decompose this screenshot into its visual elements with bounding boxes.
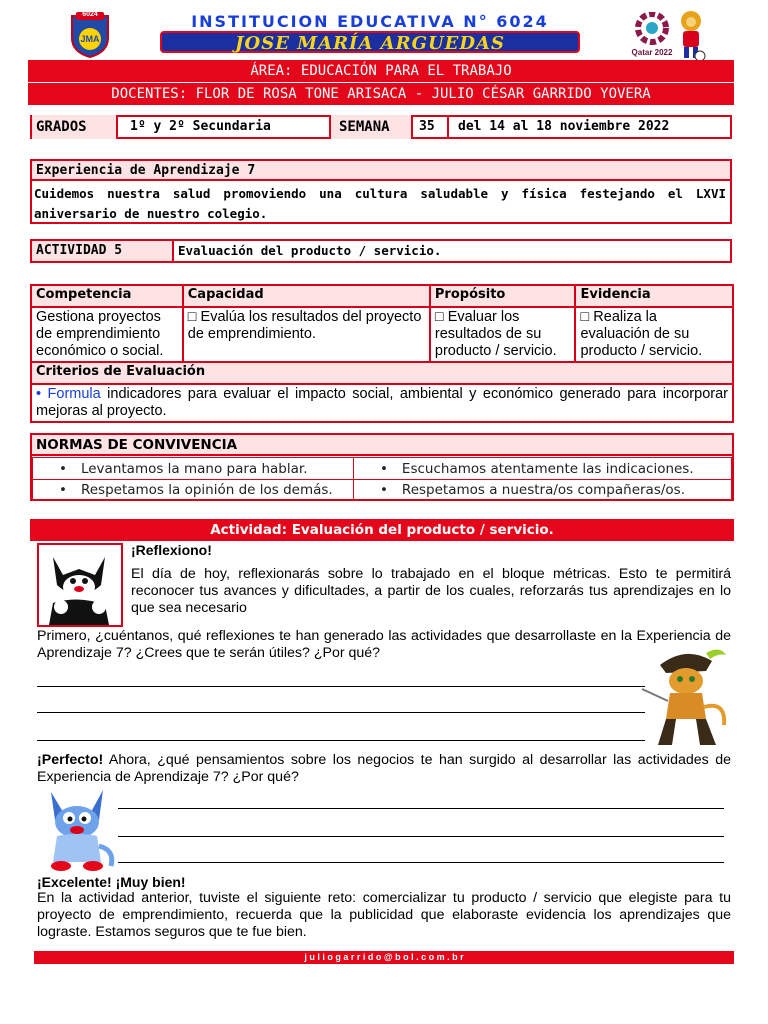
criterios-body: indicadores para evaluar el impacto social, ambiental y económico generado para incorporar mejoras al proyecto. <box>36 386 728 419</box>
cat-with-sword-icon <box>640 645 732 749</box>
cat-illustration-icon <box>37 543 123 627</box>
criterios-lead: • Formula <box>36 386 101 402</box>
answer-line[interactable] <box>118 862 724 863</box>
logo-text: JMA <box>80 34 100 44</box>
actividad-label: ACTIVIDAD 5 <box>32 241 174 261</box>
bullet-icon: • <box>379 481 388 498</box>
norma-item: • Levantamos la mano para hablar. <box>33 458 354 480</box>
bullet-icon: • <box>379 460 388 477</box>
bullet-icon: • <box>59 481 67 498</box>
excelente-title: ¡Excelente! ¡Muy bien! <box>37 874 186 890</box>
date-range: del 14 al 18 noviembre 2022 <box>458 119 670 134</box>
answer-line[interactable] <box>37 740 645 741</box>
proposito-text: Evaluar los resultados de su producto / servicio. <box>434 309 557 359</box>
blue-cat-illustration-icon <box>37 786 117 874</box>
school-name: JOSE MARÍA ARGUEDAS <box>160 31 580 53</box>
reflexiono-title: ¡Reflexiono! <box>131 542 212 558</box>
header-competencia: Competencia <box>31 285 183 307</box>
answer-line[interactable] <box>118 836 724 837</box>
answer-line[interactable] <box>37 712 645 713</box>
mascot-icon <box>676 10 706 62</box>
primero-question: Primero, ¿cuéntanos, qué reflexiones te han generado las actividades que desarrollaste en la Experiencia de Aprendizaje 7? ¿Crees que te serán útiles? ¿Por qué? <box>37 628 731 661</box>
header-capacidad: Capacidad <box>183 285 430 307</box>
logo-top-text: 6024 <box>82 11 98 18</box>
criterios-text <box>31 384 733 422</box>
semana-value: 35 <box>413 115 449 139</box>
norma-item: • Respetamos a nuestra/os compañeras/os. <box>353 480 731 500</box>
cell-capacidad <box>183 307 430 362</box>
perfecto-text: Ahora, ¿qué pensamientos sobre los negocios te han surgido al desarrollar las actividades de Experiencia de Aprendizaje 7? ¿Por qué? <box>37 752 731 785</box>
qatar-badge <box>630 12 674 60</box>
box-icon: □ <box>580 309 594 325</box>
box-icon: □ <box>187 309 201 325</box>
experiencia-label: Experiencia de Aprendizaje 7 <box>32 161 730 181</box>
normas-title: NORMAS DE CONVIVENCIA <box>32 435 732 456</box>
actividad-text: Evaluación del producto / servicio. <box>178 243 442 258</box>
experiencia-text: Cuidemos nuestra salud promoviendo una cultura saludable y física festejando el LXVI aniversario de nuestro colegio. <box>34 186 726 221</box>
competencia-table <box>30 284 734 423</box>
header-evidencia: Evidencia <box>575 285 733 307</box>
excelente-text: En la actividad anterior, tuviste el siguiente reto: comercializar tu producto / servicio que elegiste para tu proyecto de emprendimiento, recuerda que la publicidad que elaboraste evidencia los aprendizajes que lograste. Estamos seguros que te fue bien. <box>37 890 731 940</box>
answer-line[interactable] <box>118 808 724 809</box>
activity-banner: Actividad: Evaluación del producto / servicio. <box>30 519 734 541</box>
footer-email: j u l i o g a r r i d o @ b o l . c o m . b r <box>34 951 734 964</box>
norma-item: • Respetamos la opinión de los demás. <box>33 480 354 500</box>
grados-value: 1º y 2º Secundaria <box>130 119 271 134</box>
header-proposito: Propósito <box>430 285 576 307</box>
criterios-label: Criterios de Evaluación <box>31 362 733 384</box>
reflexiono-text: El día de hoy, reflexionarás sobre lo trabajado en el bloque métricas. Esto te permitirá reconocer tus avances y dificultades, a partir de los cuales, reforzarás tus aprendizajes en lo que sea necesario <box>131 566 731 616</box>
norma-item: • Escuchamos atentamente las indicaciones. <box>353 458 731 480</box>
bullet-icon: • <box>59 460 67 477</box>
capacidad-text: Evalúa los resultados del proyecto de emprendimiento. <box>187 309 422 342</box>
semana-label: SEMANA <box>329 115 413 139</box>
area-banner: ÁREA: EDUCACIÓN PARA EL TRABAJO <box>28 60 734 82</box>
evidencia-text: Realiza la evaluación de su producto / servicio. <box>580 309 703 359</box>
cell-evidencia <box>575 307 733 362</box>
grados-label: GRADOS <box>32 115 118 139</box>
box-icon: □ <box>434 309 448 325</box>
docentes-banner: DOCENTES: FLOR DE ROSA TONE ARISACA - JULIO CÉSAR GARRIDO YOVERA <box>28 83 734 105</box>
cell-competencia: Gestiona proyectos de emprendimiento económico o social. <box>31 307 183 362</box>
cell-proposito <box>430 307 576 362</box>
school-logo <box>68 12 112 58</box>
answer-line[interactable] <box>37 686 645 687</box>
perfecto-question <box>37 752 731 786</box>
perfecto-bold: ¡Perfecto! <box>37 752 104 768</box>
institution-title: INSTITUCION EDUCATIVA N° 6024 <box>191 12 549 31</box>
normas-list <box>32 457 732 500</box>
qatar-badge-text: Qatar 2022 <box>631 48 673 57</box>
